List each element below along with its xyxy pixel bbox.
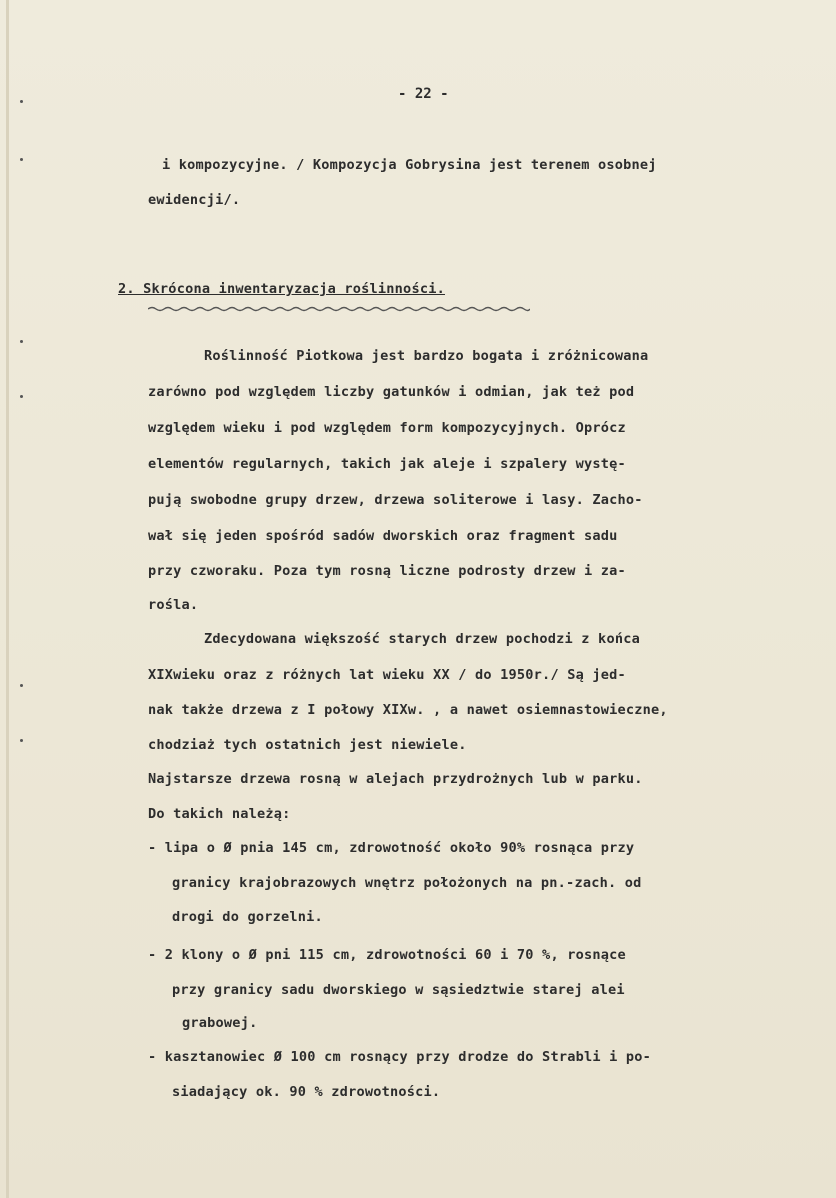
list-item-line: granicy krajobrazowych wnętrz położonych na pn.-zach. od [172, 875, 642, 891]
margin-dot [20, 739, 23, 742]
text-line: Najstarsze drzewa rosną w alejach przydrożnych lub w parku. [148, 771, 643, 787]
text-line: pują swobodne grupy drzew, drzewa soliterowe i lasy. Zacho- [148, 492, 643, 508]
margin-dot [20, 340, 23, 343]
text-line: elementów regularnych, takich jak aleje i szpalery wystę- [148, 456, 626, 472]
text-line: przy czworaku. Poza tym rosną liczne podrosty drzew i za- [148, 563, 626, 579]
text-line: Roślinność Piotkowa jest bardzo bogata i zróżnicowana [204, 348, 649, 364]
heading-underline [148, 306, 530, 312]
text-line: chodziaż tych ostatnich jest niewiele. [148, 737, 467, 753]
list-item-line: - 2 klony o Ø pni 115 cm, zdrowotności 60 i 70 %, rosnące [148, 947, 626, 963]
list-item-line: siadający ok. 90 % zdrowotności. [172, 1084, 441, 1100]
text-line: nak także drzewa z I połowy XIXw. , a nawet osiemnastowieczne, [148, 702, 668, 718]
section-heading: 2. Skrócona inwentaryzacja roślinności. [118, 281, 445, 297]
text-line: względem wieku i pod względem form kompozycyjnych. Oprócz [148, 420, 626, 436]
text-line: rośla. [148, 597, 199, 613]
margin-dot [20, 395, 23, 398]
margin-dot [20, 100, 23, 103]
text-line: ewidencji/. [148, 192, 241, 208]
list-item-line: drogi do gorzelni. [172, 909, 323, 925]
text-line: wał się jeden spośród sadów dworskich oraz fragment sadu [148, 528, 618, 544]
list-item-line: grabowej. [182, 1015, 258, 1031]
text-line: Do takich należą: [148, 806, 291, 822]
text-line: zarówno pod względem liczby gatunków i odmian, jak też pod [148, 384, 635, 400]
text-line: i kompozycyjne. / Kompozycja Gobrysina jest terenem osobnej [162, 157, 657, 173]
page-number: - 22 - [398, 86, 449, 102]
text-line: Zdecydowana większość starych drzew pochodzi z końca [204, 631, 640, 647]
margin-dot [20, 158, 23, 161]
list-item-line: przy granicy sadu dworskiego w sąsiedztwie starej alei [172, 982, 625, 998]
page-edge-shadow [6, 0, 9, 1198]
list-item-line: - lipa o Ø pnia 145 cm, zdrowotność około 90% rosnąca przy [148, 840, 635, 856]
list-item-line: - kasztanowiec Ø 100 cm rosnący przy drodze do Strabli i po- [148, 1049, 652, 1065]
text-line: XIXwieku oraz z różnych lat wieku XX / do 1950r./ Są jed- [148, 667, 626, 683]
margin-dot [20, 684, 23, 687]
